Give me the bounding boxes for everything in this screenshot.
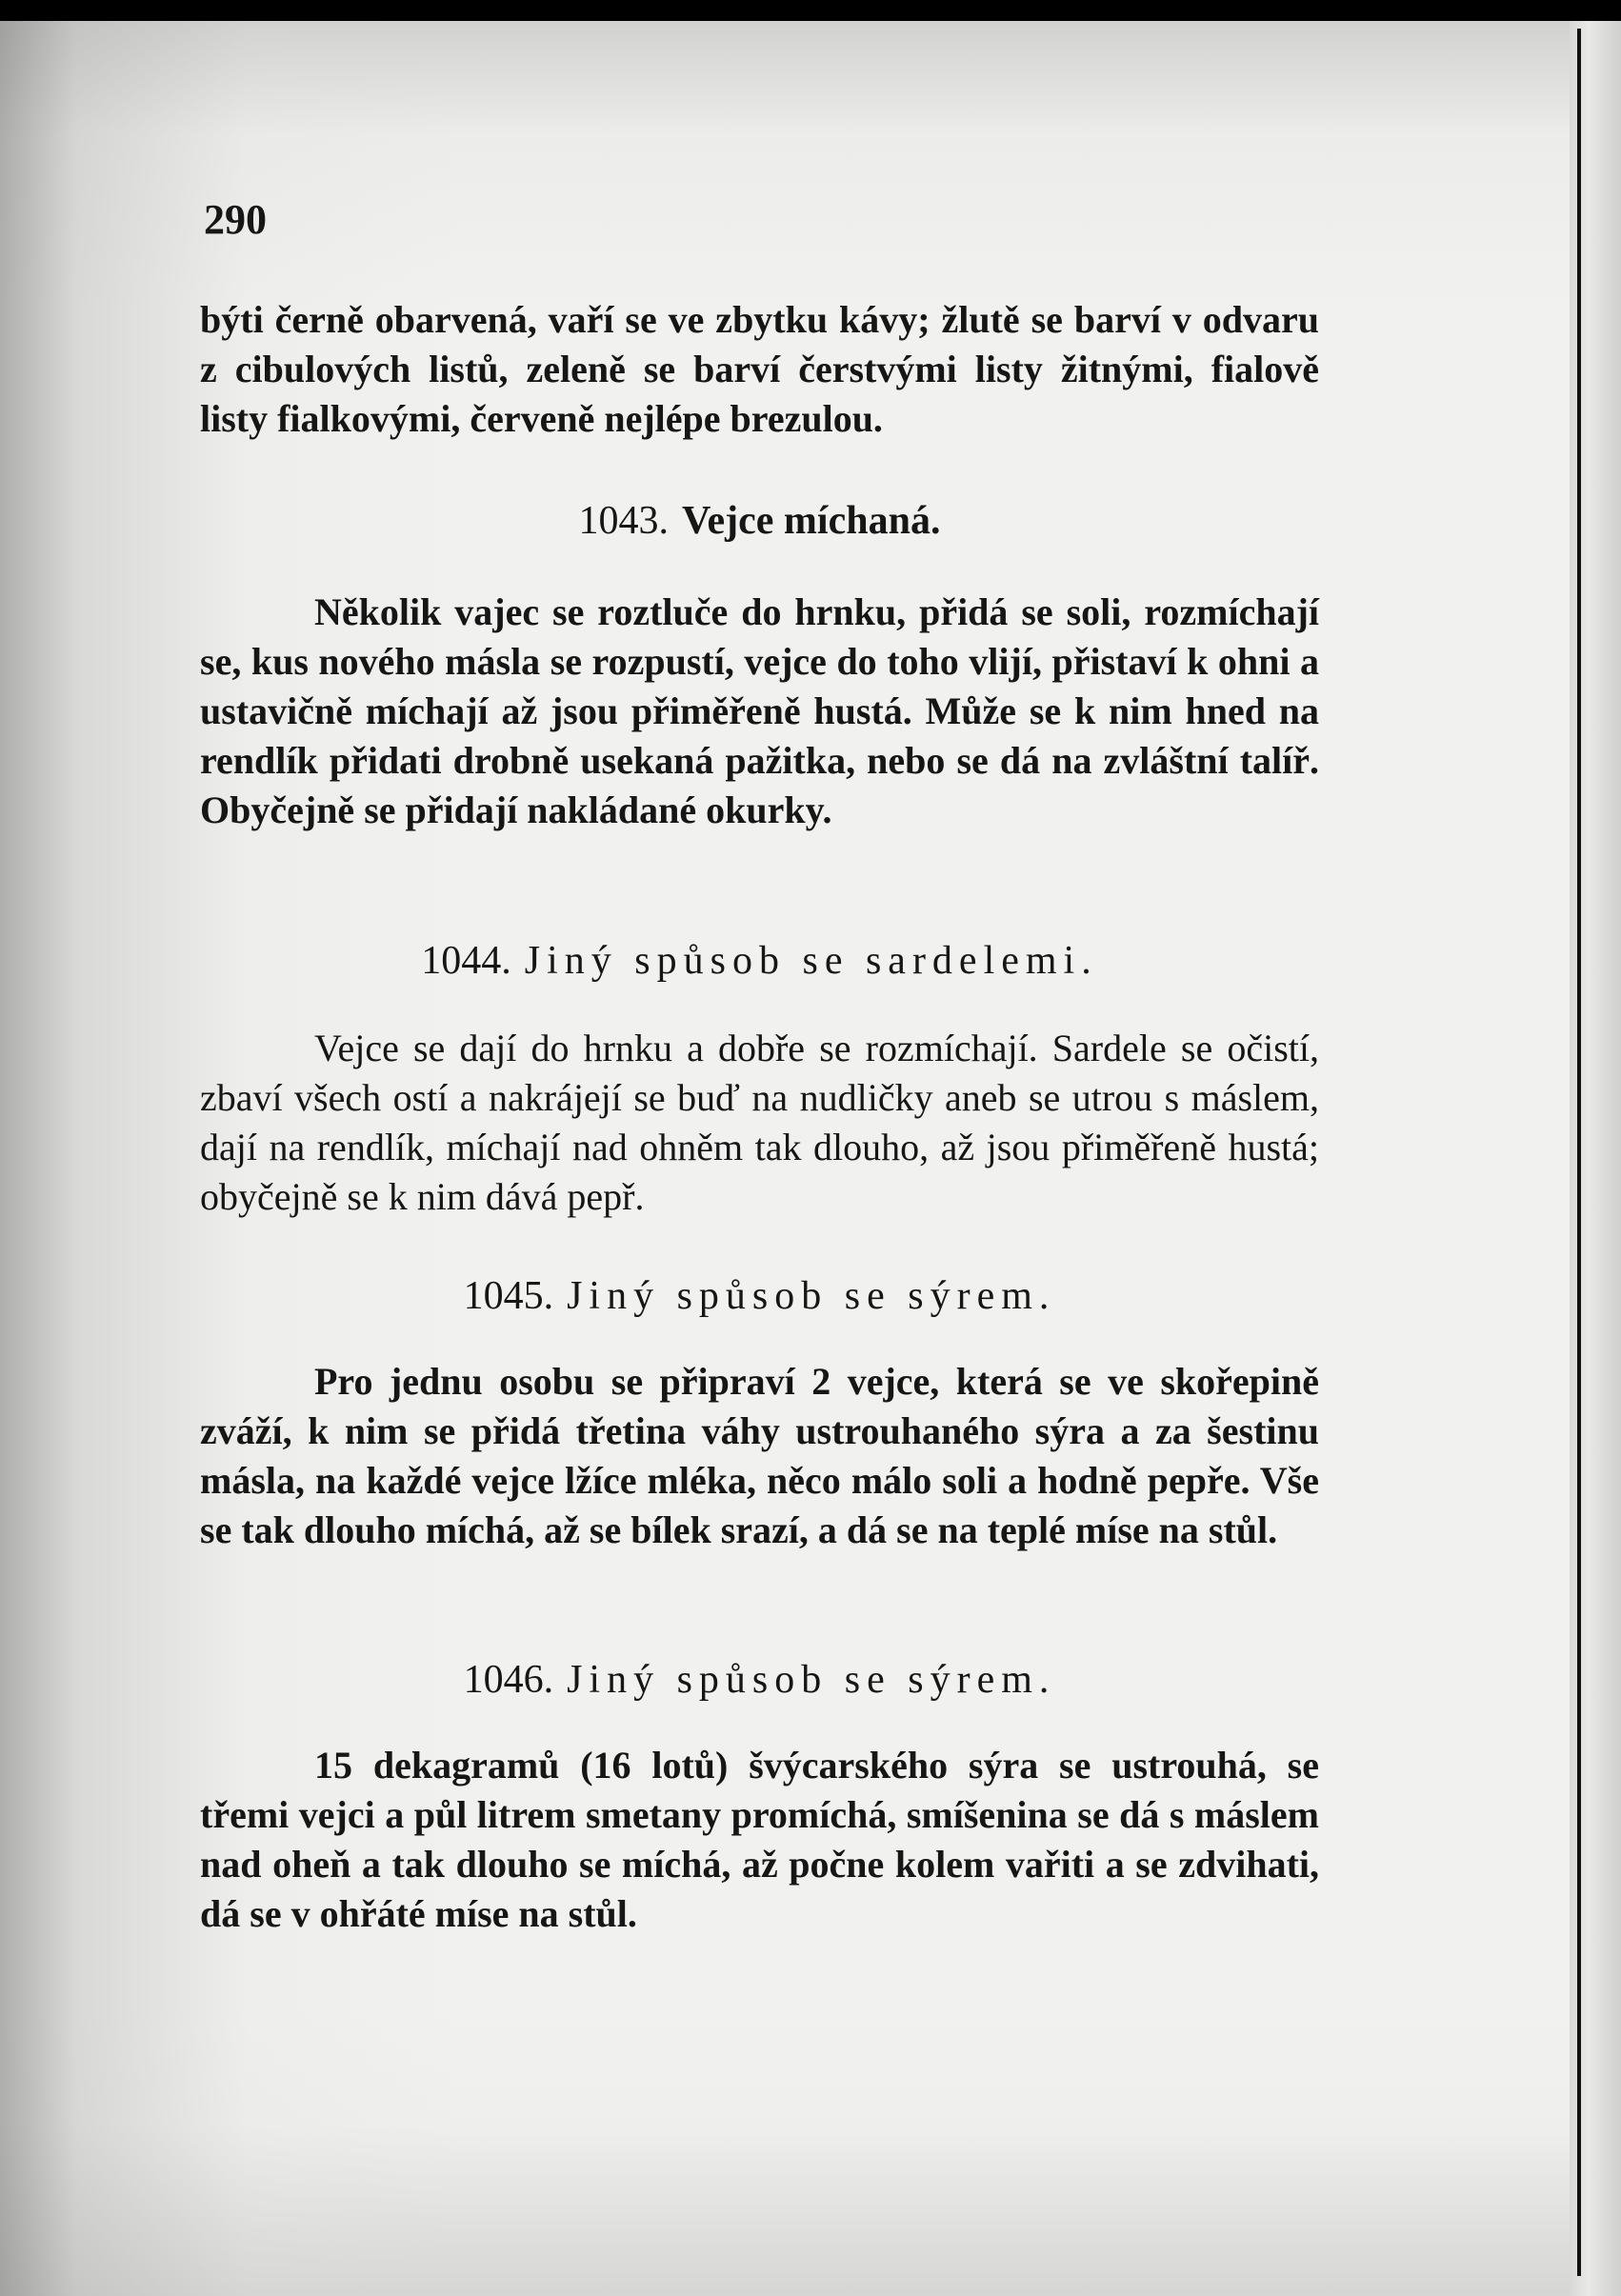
binding-line: [1577, 29, 1581, 2276]
section-heading-1043: [200, 498, 1319, 544]
page-number: 290: [204, 196, 267, 243]
section-title: Vejce míchaná.: [682, 499, 941, 543]
section-title: Jiný spůsob se sýrem.: [567, 1658, 1056, 1702]
section-body-1046: 15 dekagramů (16 lotů) švýcarského sýra se ustrouhá, se třemi vejci a půl litrem smetany promíchá, smíšenina se dá s máslem nad oheň a tak dlouho se míchá, až počne kolem vařiti a se zdvihati, dá se v ohřáté míse na stůl.: [200, 1744, 1319, 1935]
section-title: Jiný spůsob se sýrem.: [567, 1274, 1056, 1318]
section-number: 1044.: [421, 939, 511, 983]
section-body-1045: Pro jednu osobu se připraví 2 vejce, která se ve skořepině zváží, k nim se přidá třetina váhy ustrouhaného sýra a za šestinu másla, na každé vejce lžíce mléka, něco málo soli a hodně pepře. Vše se tak dlouho míchá, až se bílek srazí, a dá se na teplé míse na stůl.: [200, 1360, 1319, 1551]
intro-paragraph: býti černě obarvená, vaří se ve zbytku kávy; žlutě se barví v odvaru z cibulových listů, zeleně se barví čerstvými listy žitnými, fialově listy fialkovými, červeně nejlépe brezulou.: [200, 298, 1319, 440]
section-heading-1044: [200, 938, 1319, 984]
section-title: Jiný spůsob se sardelemi.: [524, 939, 1098, 983]
section-heading-1046: [200, 1657, 1319, 1703]
section-body-1043: Několik vajec se roztluče do hrnku, přidá se soli, rozmíchají se, kus nového másla se rozpustí, vejce do toho vlijí, přistaví k ohni a ustavičně míchají až jsou přiměřeně hustá. Může se k nim hned na rendlík přidati drobně usekaná pažitka, nebo se dá na zvláštní talíř. Obyčejně se přidají nakládané okurky.: [200, 590, 1319, 831]
section-body-1044: Vejce se dají do hrnku a dobře se rozmíchají. Sardele se očistí, zbaví všech ostí a nakrájejí se buď na nudličky aneb se utrou s máslem, dají na rendlík, míchají nad ohněm tak dlouho, až jsou přiměřeně hustá; obyčejně se k nim dává pepř.: [200, 1027, 1319, 1218]
section-number: 1043.: [578, 499, 670, 543]
section-number: 1045.: [463, 1274, 554, 1318]
section-number: 1046.: [463, 1658, 554, 1702]
section-heading-1045: [200, 1273, 1319, 1319]
